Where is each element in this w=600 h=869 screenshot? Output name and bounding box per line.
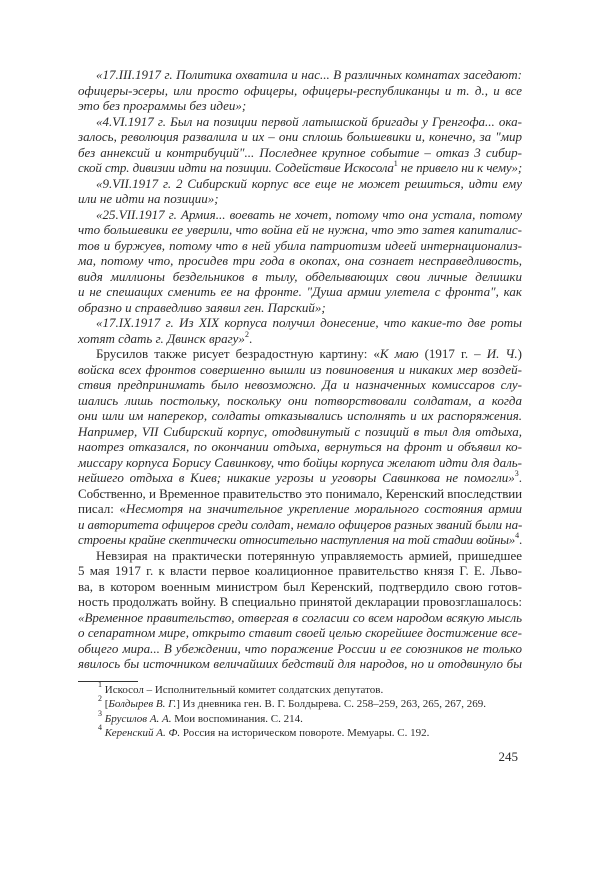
text-line	[78, 610, 522, 626]
text-run: без аннексий и контрибуций"... Последнее крупное событие – отказ 3 сибир-	[78, 144, 522, 160]
footnote-marker: 2	[98, 694, 102, 703]
text-run: офицеры-эсеры, или просто офицеры, офицеры-республиканцы и т. д., и все	[78, 82, 522, 98]
text-run: ствия предпринимать было невозможно. Да и назначенных комиссаров слу-	[78, 377, 522, 392]
text-run: «17.III.1917 г. Политика охватила и нас... В различных комнатах заседают:	[96, 67, 522, 82]
text-run: «Временное правительство, отвергая в согласии со всем народом всякую мысль	[78, 609, 522, 625]
text-run: .	[518, 532, 522, 547]
text-run: ской стр. дивизии идти на позиции. Содействие Искосола	[78, 160, 394, 175]
text-run: ность продолжать войну. В специально принятой декларации провозглашалось:	[78, 594, 522, 609]
text-run: ва, в котором военным министром был Керенский, подтвердило свою готов-	[78, 578, 522, 594]
footnote	[98, 679, 522, 698]
text-line	[78, 269, 522, 285]
text-run: Болдырев В. Г.	[108, 698, 177, 710]
text-run: К маю	[379, 346, 419, 361]
text-line	[78, 207, 522, 223]
text-run: Несмотря на значительное укрепление морального состояния армии	[125, 501, 522, 516]
text-run: это без программы без идеи»;	[78, 98, 247, 113]
footnote-marker: 3	[98, 708, 102, 718]
text-line	[78, 641, 522, 657]
text-line	[78, 486, 522, 502]
text-line	[78, 129, 522, 145]
text-line	[78, 548, 522, 564]
text-run: залось, революция развалила и их – они сплошь большевики и, конечно, за "мир	[78, 129, 522, 144]
text-line	[78, 346, 522, 362]
footnote-marker: 4	[515, 531, 519, 540]
text-run: (1917 г. –	[418, 346, 487, 361]
text-run: «4.VI.1917 г. Был на позиции первой латышской бригады у Гренгофа... ока-	[96, 113, 522, 129]
text-line	[78, 656, 522, 672]
text-line	[78, 98, 522, 114]
text-run: «25.VII.1917 г. Армия... воевать не хочет, потому что она устала, потому	[96, 206, 522, 222]
footnote-marker: 4	[98, 723, 102, 732]
footnote	[98, 708, 522, 727]
text-run: Искосол – Исполнительный комитет солдатских депутатов.	[102, 683, 384, 696]
text-run: Собственно, и Временное правительство это понимало, Керенский впоследствии	[78, 485, 522, 501]
text-run: .	[518, 470, 522, 485]
text-run: и не спешащих сменить ее на фронте. "Душа армии улетела с фронта", как	[78, 284, 522, 299]
text-line	[78, 362, 522, 378]
footnote	[98, 694, 522, 712]
text-line	[78, 238, 522, 254]
text-run: хотят сдать г. Двинск врагу»	[78, 330, 245, 346]
text-line	[78, 625, 522, 641]
text-line	[78, 532, 522, 548]
text-run: 5 мая 1917 г. к власти первое коалиционное правительство князя Г. Е. Льво-	[78, 563, 522, 578]
text-line	[78, 331, 522, 347]
page-column	[78, 67, 522, 765]
text-line	[78, 145, 522, 161]
text-run: войска всех фронтов совершенно вышли из повиновения и никаких мер воздей-	[78, 361, 522, 377]
text-run: .	[248, 330, 253, 346]
text-run: Невзирая на практически потерянную управляемость армией, пришедшее	[96, 547, 522, 563]
text-line	[78, 253, 522, 269]
footnote	[98, 723, 522, 741]
text-run: наотрез отказался, по окончании отдыха, вернуться на фронт и объявил ко-	[78, 439, 522, 454]
text-run: не привело ни к чему»;	[397, 160, 522, 175]
text-run: Россия на историческом повороте. Мемуары. С. 192.	[180, 727, 430, 739]
text-line	[78, 579, 522, 595]
text-run: [	[102, 698, 109, 710]
text-line	[78, 176, 522, 192]
text-run: явилось бы источником величайших бедствий для народов, но и отодвинуло бы	[78, 656, 522, 671]
text-run: или не идти на позиции»;	[78, 191, 219, 206]
text-run: тов и буржуев, потому что в ней убила патриотизм идеей интернационализ-	[78, 237, 522, 253]
text-line	[78, 114, 522, 130]
text-line	[78, 501, 522, 517]
text-run: образно и справедливо заявил ген. Парский»;	[78, 299, 326, 315]
text-run: «17.IX.1917 г. Из XIX корпуса получил донесение, что какие-то две роты	[96, 315, 522, 330]
page-number: 245	[498, 748, 518, 764]
text-line	[78, 563, 522, 579]
text-run: шались лишь постольку, поскольку они потворствовали солдатам, а когда	[78, 392, 522, 408]
text-run: писал: «	[78, 501, 126, 516]
text-run: Мои воспоминания. С. 214.	[171, 712, 303, 725]
body-text	[78, 67, 522, 672]
text-run: что большевики ее уверили, что война ей не нужна, что это затея капиталис-	[78, 222, 522, 237]
text-run: «9.VII.1917 г. 2 Сибирский корпус все еще не может решиться, идти ему	[96, 175, 522, 191]
text-line	[78, 315, 522, 331]
text-run: нейшего отдыха в Киев; никакие угрозы и уговоры Савинкова не помогли»	[78, 470, 515, 485]
text-line	[78, 377, 522, 393]
text-run: Керенский А. Ф.	[104, 727, 181, 739]
text-run: ] Из дневника ген. В. Г. Болдырева. С. 258–259, 263, 265, 267, 269.	[176, 698, 487, 710]
text-line	[78, 517, 522, 533]
text-line	[78, 160, 522, 176]
text-run: общего мира... В убеждении, что поражение России и ее союзников не только	[78, 640, 522, 656]
text-run: Брусилов А. А.	[104, 712, 172, 725]
text-run: видя миллионы бездельников в тылу, обделывающих свои личные делишки	[78, 268, 522, 284]
footnote-marker: 1	[98, 679, 102, 689]
footnote-marker: 1	[393, 159, 398, 168]
footnotes	[98, 679, 522, 741]
text-line	[78, 222, 522, 238]
text-line	[78, 455, 522, 471]
text-line	[78, 439, 522, 455]
text-line	[78, 408, 522, 424]
text-line	[78, 67, 522, 83]
text-run: о сепаратном мире, открыто ставит своей целью скорейшее достижение все-	[78, 625, 522, 640]
text-line	[78, 424, 522, 440]
text-run: ма, потому что, просидев три года в окопах, она сознает несправедливость,	[78, 253, 522, 268]
footnote-divider	[78, 681, 138, 682]
footnote-marker: 3	[514, 469, 519, 478]
text-run: Например, VII Сибирский корпус, отодвинутый с позиций в тыл для отдыха,	[78, 423, 522, 439]
text-line	[78, 393, 522, 409]
text-line	[78, 191, 522, 207]
text-run: миссару корпуса Борису Савинкову, что бойцы корпуса желают идти для даль-	[78, 454, 522, 470]
text-run: строены крайне скептически относительно наступления на той стадии войны»	[78, 532, 516, 547]
text-line	[78, 594, 522, 610]
text-line	[78, 284, 522, 300]
text-line	[78, 83, 522, 99]
footnote-marker: 2	[244, 329, 249, 339]
text-line	[78, 470, 522, 486]
text-run: Брусилов также рисует безрадостную картину: «	[96, 346, 380, 361]
text-run: И. Ч.	[486, 346, 518, 361]
text-line	[78, 300, 522, 316]
text-run: )	[517, 346, 522, 361]
text-run: они шли им наперекор, солдаты отказывались исполнять и их распоряжения.	[78, 408, 522, 423]
text-run: и авторитета офицеров среди солдат, немало офицеров разных званий были на-	[78, 516, 523, 532]
